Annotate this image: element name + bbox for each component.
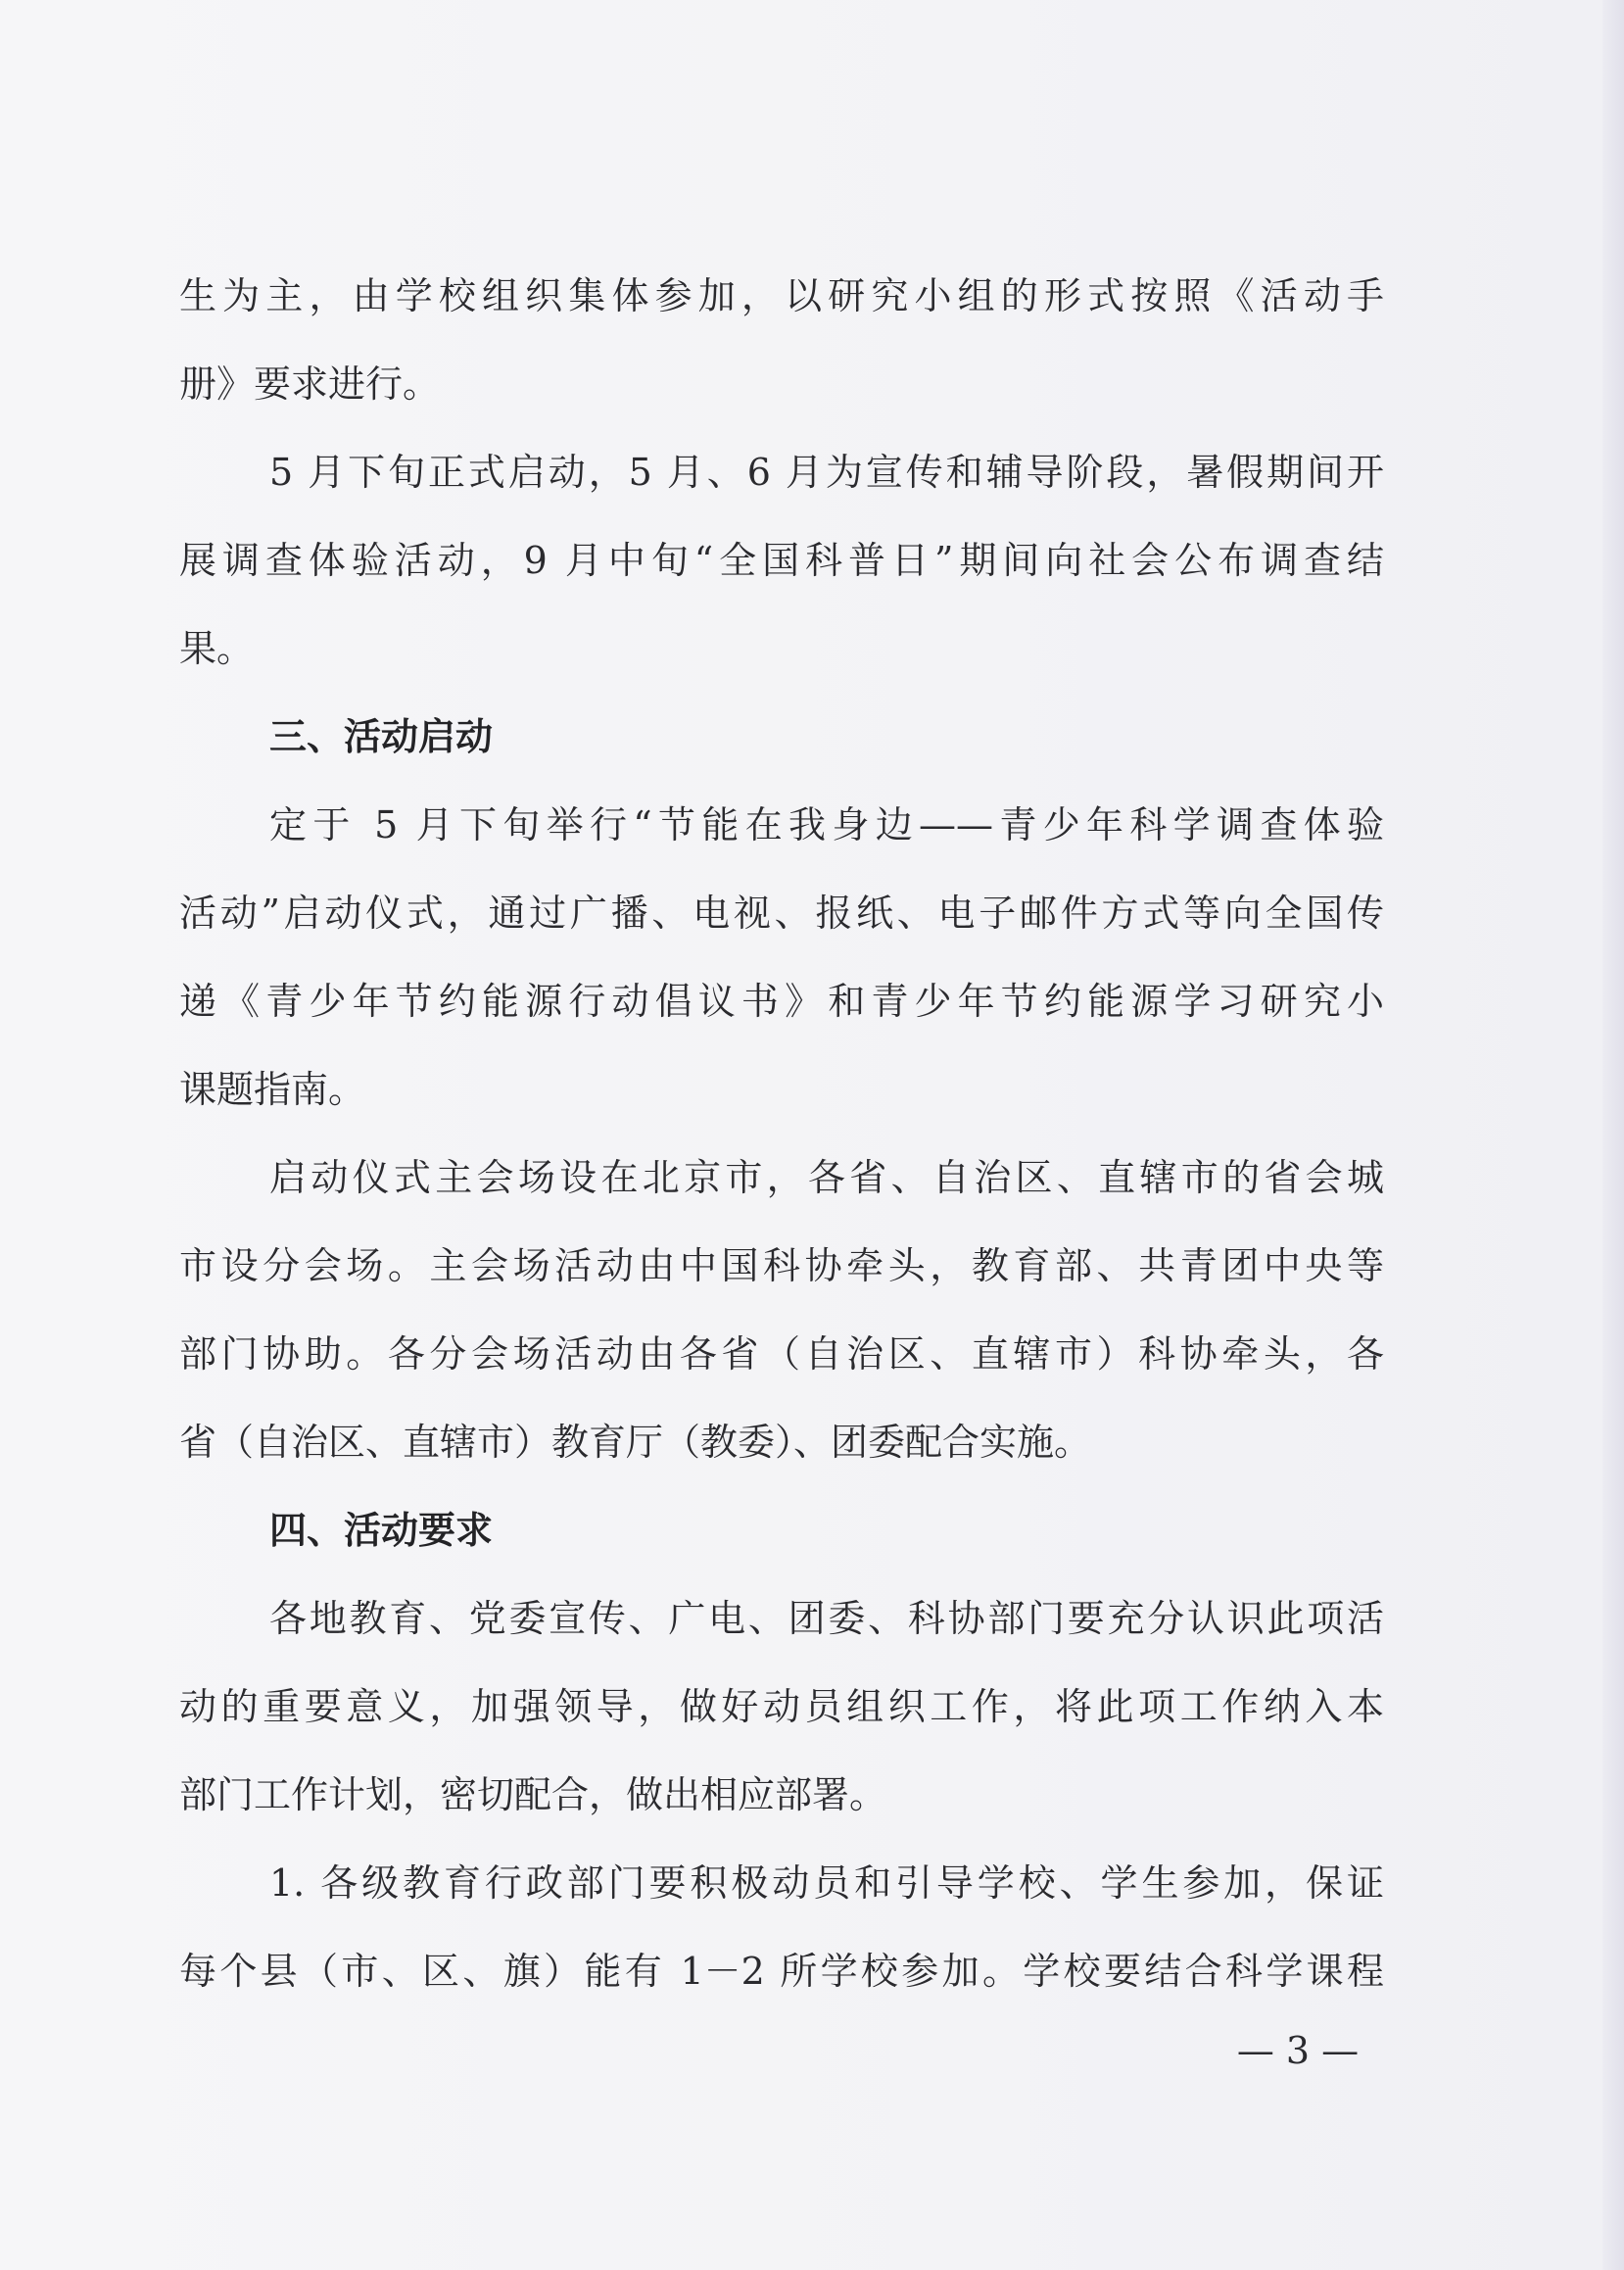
section-heading-4: 四、活动要求 bbox=[269, 1509, 494, 1552]
page-edge-shadow bbox=[1602, 0, 1624, 2270]
paragraph-line: 活动”启动仪式，通过广播、电视、报纸、电子邮件方式等向全国传 bbox=[179, 892, 1384, 935]
paragraph-line: 部门协助。各分会场活动由各省（自治区、直辖市）科协牵头，各 bbox=[179, 1332, 1384, 1376]
paragraph-line: 果。 bbox=[179, 627, 255, 670]
paragraph-line: 册》要求进行。 bbox=[179, 362, 441, 406]
paragraph-line: 部门工作计划，密切配合，做出相应部署。 bbox=[179, 1773, 887, 1816]
paragraph-line: 动的重要意义，加强领导，做好动员组织工作，将此项工作纳入本 bbox=[179, 1685, 1384, 1728]
paragraph-line: 定于 5 月下旬举行“节能在我身边——青少年科学调查体验 bbox=[269, 803, 1384, 846]
paragraph-line: 生为主，由学校组织集体参加，以研究小组的形式按照《活动手 bbox=[179, 274, 1384, 317]
paragraph-line: 递《青少年节约能源行动倡议书》和青少年节约能源学习研究小 bbox=[179, 980, 1384, 1023]
paragraph-line: 展调查体验活动，9 月中旬“全国科普日”期间向社会公布调查结 bbox=[179, 539, 1384, 582]
paragraph-line: 各地教育、党委宣传、广电、团委、科协部门要充分认识此项活 bbox=[269, 1597, 1384, 1640]
paragraph-line: 课题指南。 bbox=[179, 1068, 366, 1111]
paragraph-line: 5 月下旬正式启动，5 月、6 月为宣传和辅导阶段，暑假期间开 bbox=[269, 451, 1384, 494]
paragraph-line: 启动仪式主会场设在北京市，各省、自治区、直辖市的省会城 bbox=[269, 1156, 1384, 1199]
paragraph-line: 市设分会场。主会场活动由中国科协牵头，教育部、共青团中央等 bbox=[179, 1244, 1384, 1287]
paragraph-line: 省（自治区、直辖市）教育厅（教委）、团委配合实施。 bbox=[179, 1421, 1092, 1464]
section-heading-3: 三、活动启动 bbox=[269, 715, 494, 758]
paragraph-line: 1. 各级教育行政部门要积极动员和引导学校、学生参加，保证 bbox=[269, 1861, 1384, 1905]
page-number: — 3 — bbox=[1236, 2029, 1360, 2072]
paragraph-line: 每个县（市、区、旗）能有 1－2 所学校参加。学校要结合科学课程 bbox=[179, 1950, 1384, 1993]
